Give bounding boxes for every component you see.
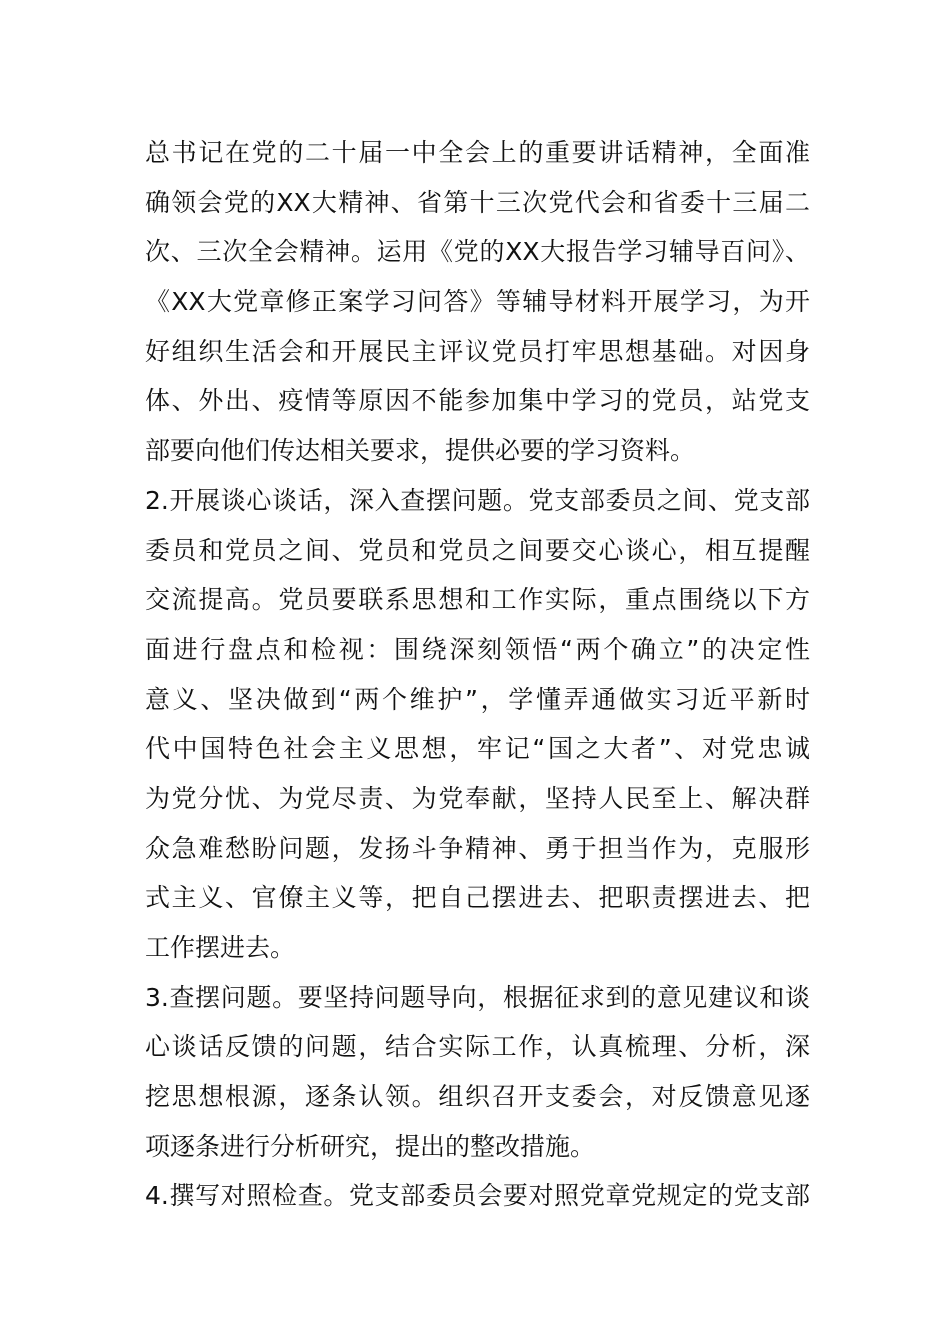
text-line: 式主义、官僚主义等，把自己摆进去、把职责摆进去、把 (145, 883, 810, 913)
text-line: 代中国特色社会主义思想，牢记“国之大者”、对党忠诚 (145, 734, 810, 764)
text-line: 确领会党的XX大精神、省第十三次党代会和省委十三届二 (145, 187, 810, 217)
text-line: 挖思想根源，逐条认领。组织召开支委会，对反馈意见逐 (145, 1082, 810, 1112)
text-line: 面进行盘点和检视：围绕深刻领悟“两个确立”的决定性 (145, 634, 810, 664)
text-line: 工作摆进去。 (145, 933, 296, 962)
text-line: 体、外出、疫情等原因不能参加集中学习的党员，站党支 (145, 386, 810, 416)
text-line: 3.查摆问题。要坚持问题导向，根据征求到的意见建议和谈 (145, 982, 810, 1012)
text-line: 部要向他们传达相关要求，提供必要的学习资料。 (145, 436, 696, 466)
text-line: 2.开展谈心谈话，深入查摆问题。党支部委员之间、党支部 (145, 485, 810, 515)
text-line: 总书记在党的二十届一中全会上的重要讲话精神，全面准 (145, 138, 810, 167)
text-line: 《XX大党章修正案学习问答》等辅导材料开展学习，为开 (145, 287, 810, 317)
text-line: 委员和党员之间、党员和党员之间要交心谈心，相互提醒 (145, 535, 810, 565)
text-line: 意义、坚决做到“两个维护”，学懂弄通做实习近平新时 (145, 684, 810, 714)
text-line: 交流提高。党员要联系思想和工作实际，重点围绕以下方 (145, 585, 810, 615)
text-line: 众急难愁盼问题，发扬斗争精神、勇于担当作为，克服形 (145, 833, 810, 863)
text-line: 好组织生活会和开展民主评议党员打牢思想基础。对因身 (145, 336, 810, 366)
text-line: 心谈话反馈的问题，结合实际工作，认真梳理、分析，深 (145, 1032, 810, 1062)
text-line: 次、三次全会精神。运用《党的XX大报告学习辅导百问》、 (145, 237, 810, 267)
text-line: 项逐条进行分析研究，提出的整改措施。 (145, 1131, 596, 1161)
text-line: 4.撰写对照检查。党支部委员会要对照党章党规定的党支部 (145, 1181, 810, 1211)
document-body (145, 128, 810, 1221)
text-line: 为党分忧、为党尽责、为党奉献，坚持人民至上、解决群 (145, 783, 810, 813)
